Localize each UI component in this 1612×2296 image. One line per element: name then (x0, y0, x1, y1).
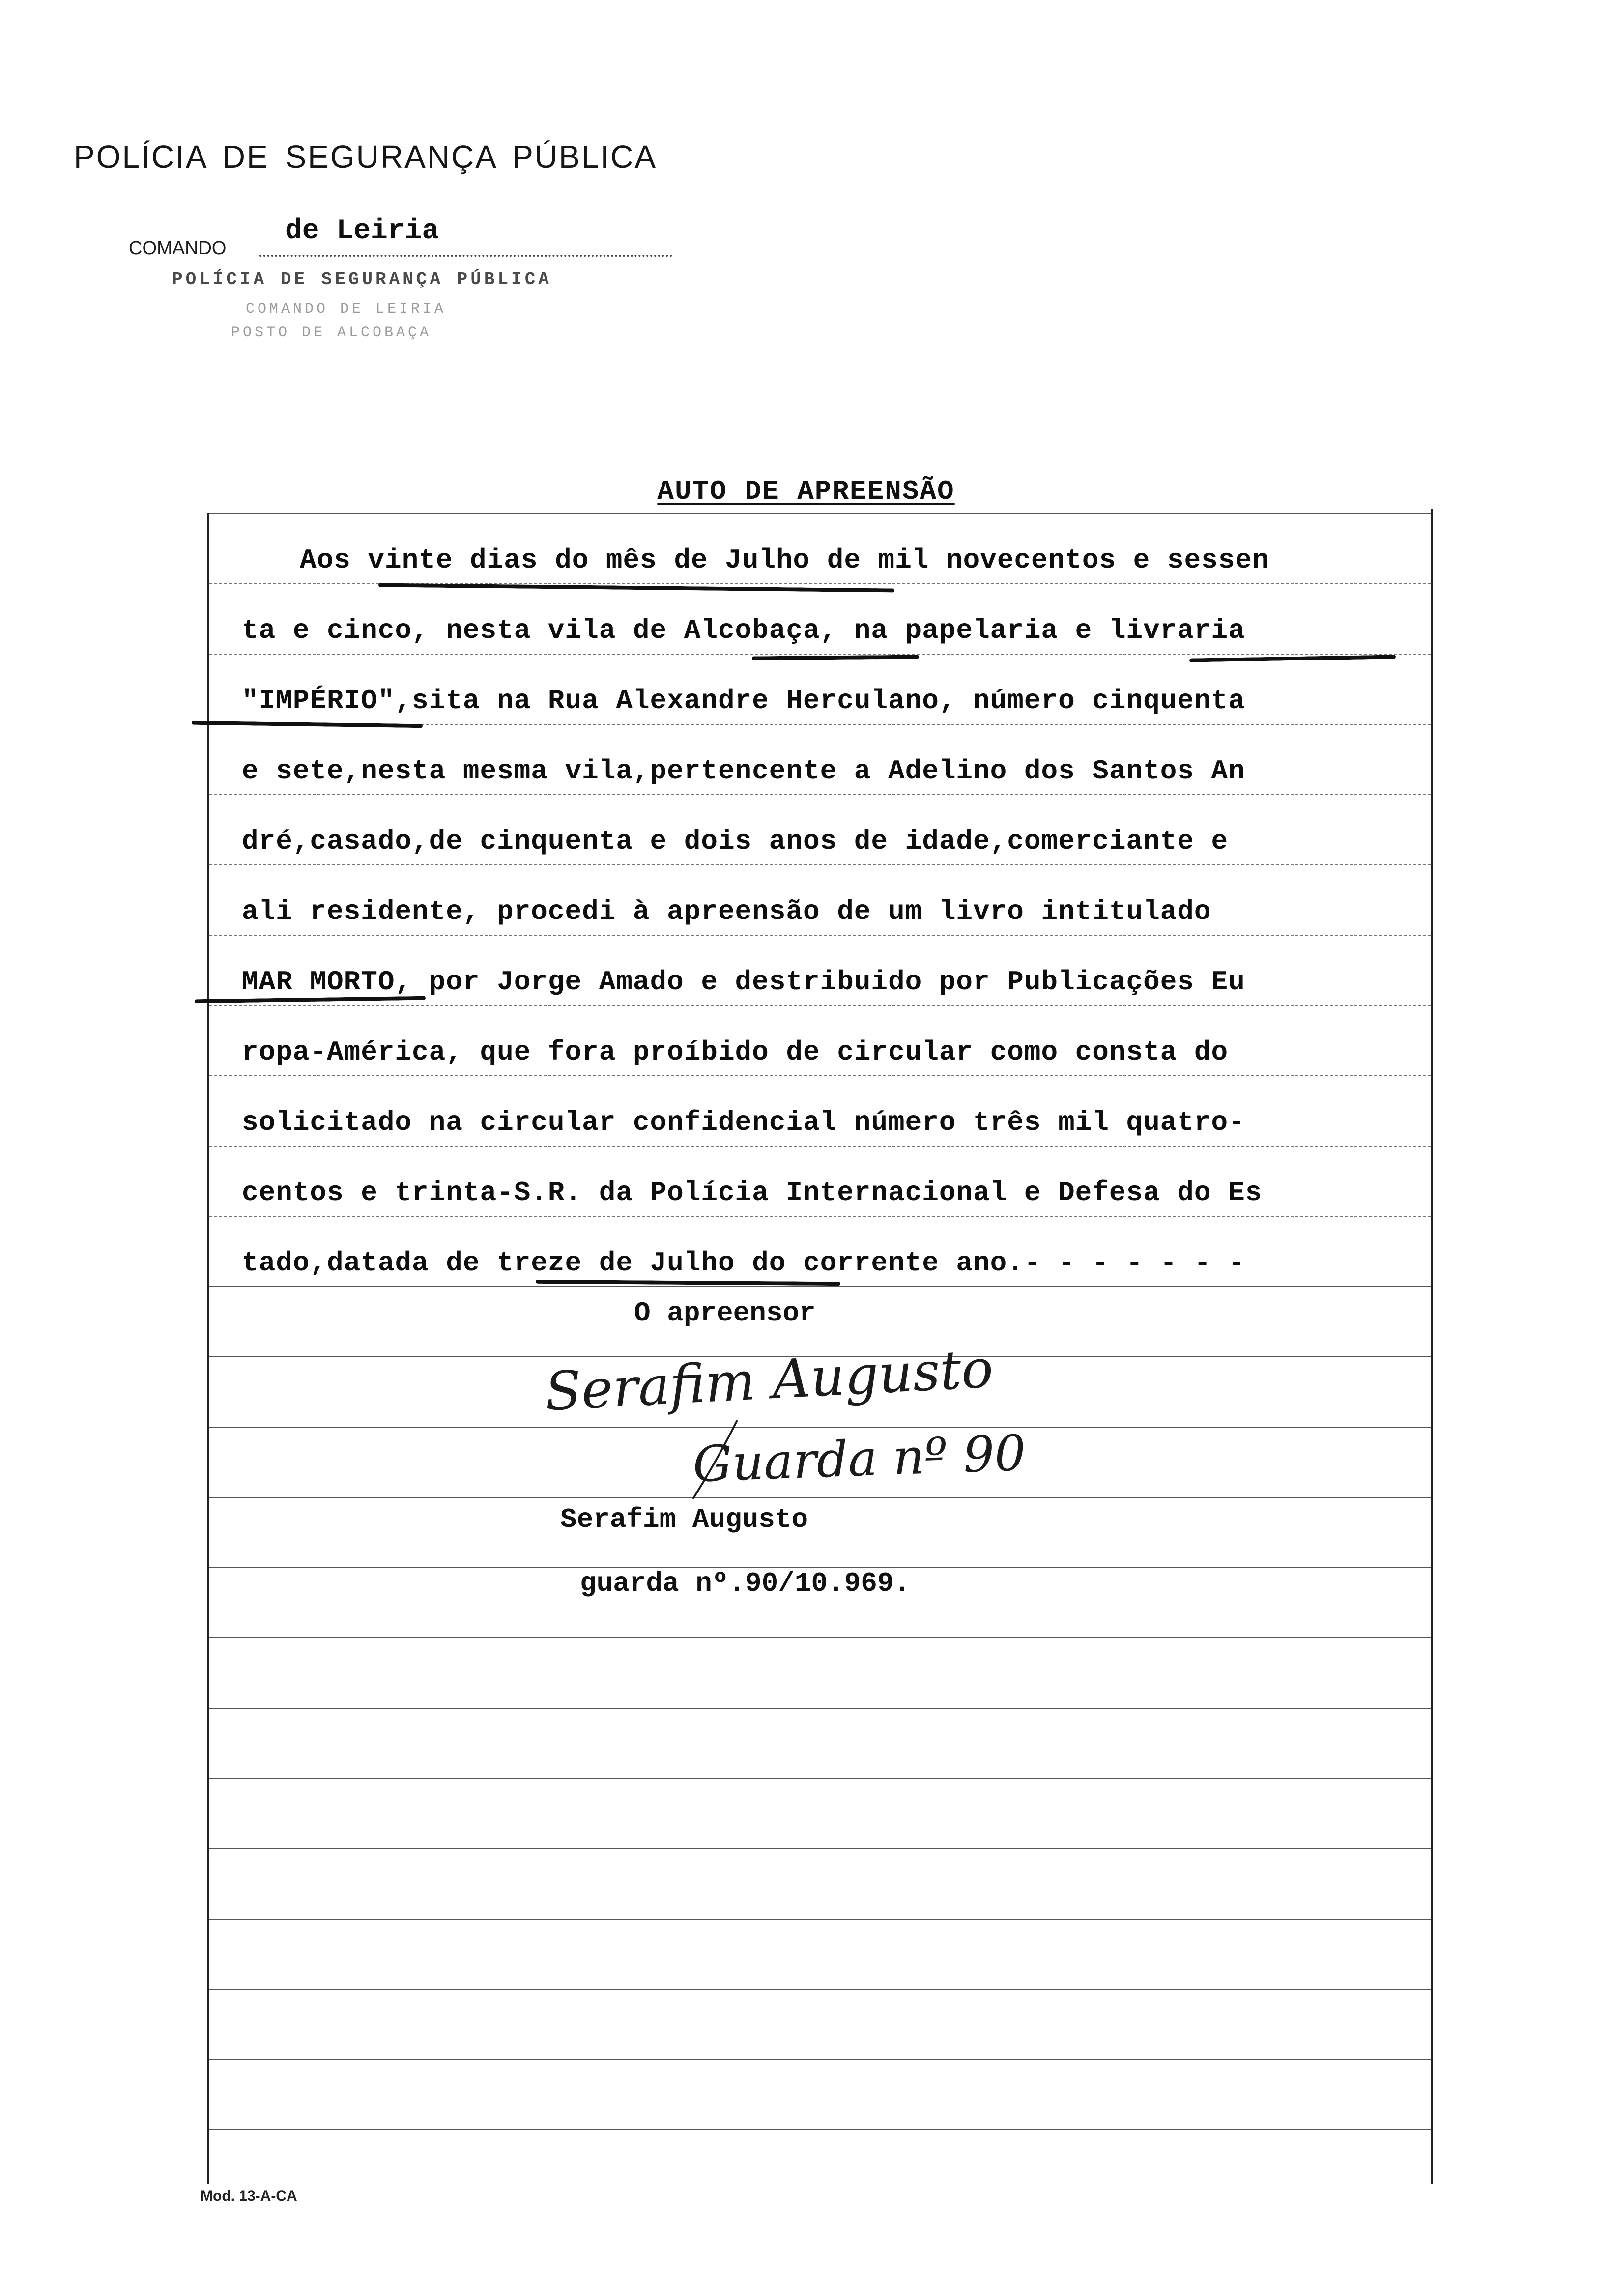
comando-dotted-line (259, 255, 672, 257)
form-rule-line (209, 1848, 1431, 1849)
stamp-line-3: POSTO DE ALCOBAÇA (231, 324, 432, 341)
form-title: AUTO DE APREENSÃO (657, 476, 955, 507)
form-rule-line (209, 864, 1431, 865)
body-line: ta e cinco, nesta vila de Alcobaça, na papelaria e livraria (242, 615, 1245, 646)
marker-underline (536, 1280, 840, 1286)
body-line: Aos vinte dias do mês de Julho de mil novecentos e sessen (300, 545, 1269, 576)
form-right-border (1431, 509, 1433, 2184)
form-rule-line (209, 2129, 1431, 2130)
form-rule-line (209, 513, 1431, 514)
form-rule-line (209, 1075, 1431, 1076)
marker-underline (378, 583, 894, 593)
form-rule-line (209, 1146, 1431, 1147)
body-line: solicitado na circular confidencial número três mil quatro- (242, 1107, 1245, 1138)
signature-name-text: Serafim Augusto (543, 1338, 995, 1423)
form-rule-line (209, 654, 1431, 655)
body-line: tado,datada de treze de Julho do corrente ano.- - - - - - - (242, 1247, 1245, 1279)
body-line: ropa-América, que fora proíbido de circular como consta do (242, 1036, 1229, 1068)
form-model-code: Mod. 13-A-CA (201, 2188, 297, 2204)
form-rule-line (209, 1989, 1431, 1990)
body-line: "IMPÉRIO",sita na Rua Alexandre Herculano, número cinquenta (242, 685, 1245, 717)
marker-underline (192, 721, 423, 728)
form-rule-line (209, 1216, 1431, 1217)
signature-label: O apreensor (634, 1297, 816, 1329)
comando-value: de Leiria (285, 215, 439, 247)
page-header-title: POLÍCIA DE SEGURANÇA PÚBLICA (74, 139, 657, 174)
stamp-line-1: POLÍCIA DE SEGURANÇA PÚBLICA (172, 269, 552, 289)
form-rule-line (209, 1708, 1431, 1709)
form-rule-line (209, 935, 1431, 936)
form-left-border (207, 513, 209, 2184)
form-rule-line (209, 1778, 1431, 1779)
form-rule-line (209, 1919, 1431, 1920)
signature-rank-text: Guarda nº 90 (691, 1424, 1027, 1493)
body-line: ali residente, procedi à apreensão de um livro intitulado (242, 896, 1211, 927)
form-rule-line (209, 1637, 1431, 1638)
form-rule-line (209, 794, 1431, 795)
handwritten-signature (531, 1337, 1121, 1514)
form-rule-line (209, 1286, 1431, 1287)
signer-role: guarda nº.90/10.969. (580, 1568, 911, 1599)
body-line: centos e trinta-S.R. da Polícia Internacional e Defesa do Es (242, 1177, 1263, 1208)
marker-underline (1189, 655, 1396, 662)
body-line: MAR MORTO, por Jorge Amado e destribuido por Publicações Eu (242, 966, 1245, 998)
body-line: dré,casado,de cinquenta e dois anos de idade,comerciante e (242, 826, 1229, 857)
marker-underline (752, 655, 919, 660)
stamp-line-2: COMANDO DE LEIRIA (246, 301, 447, 317)
body-line: e sete,nesta mesma vila,pertencente a Adelino dos Santos An (242, 755, 1245, 787)
form-rule-line (209, 1005, 1431, 1006)
form-rule-line (209, 2059, 1431, 2060)
signer-name: Serafim Augusto (560, 1504, 808, 1535)
comando-label: COMANDO (129, 238, 227, 258)
